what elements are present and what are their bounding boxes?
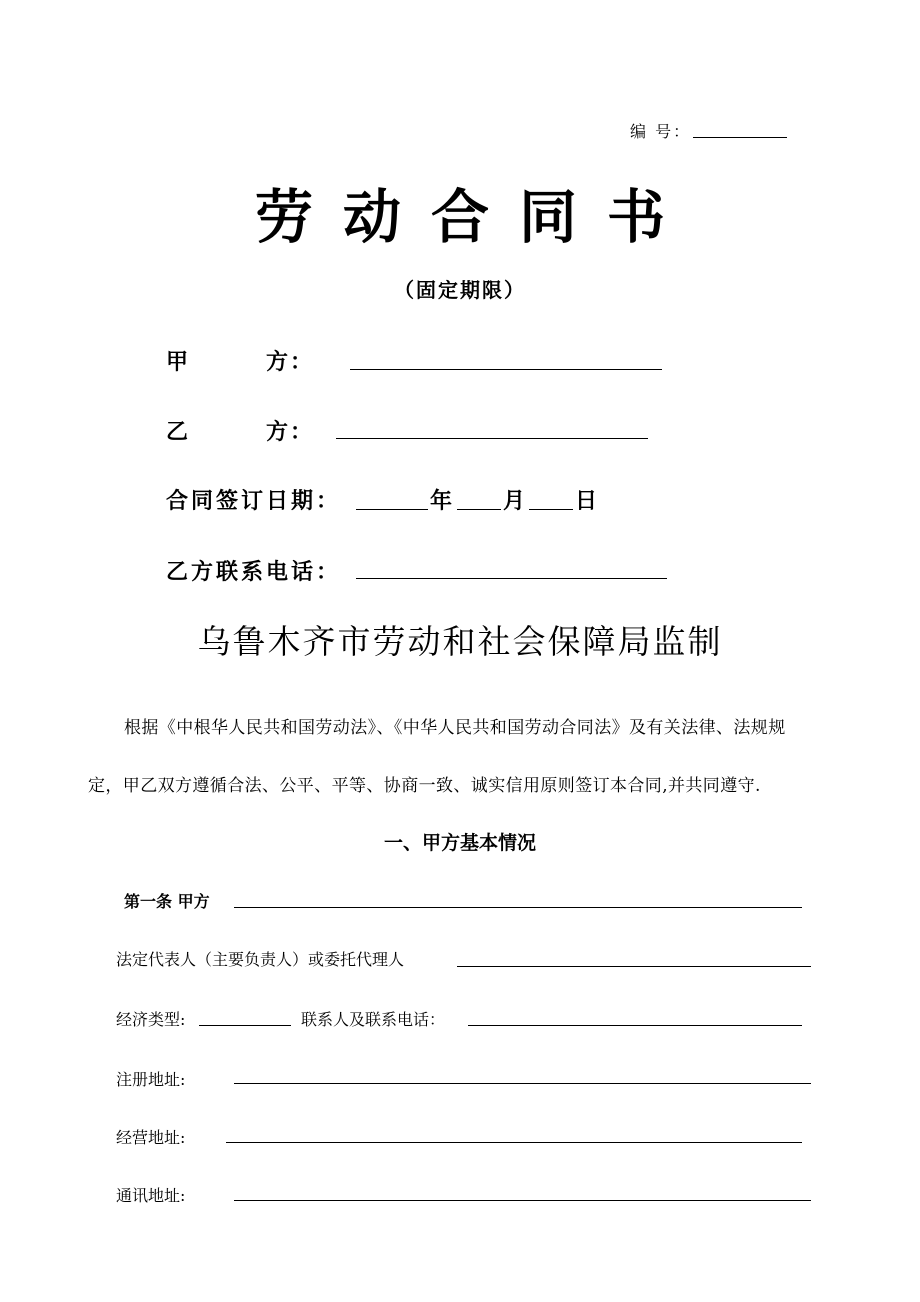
intro-paragraph-line-1: 根据《中根华人民共和国劳动法》、《中华人民共和国劳动合同法》及有关法律、法规规 [124,718,786,738]
registered-address-field[interactable] [234,1083,811,1084]
sign-date-label: 合同签订日期： [166,489,342,514]
year-label: 年 [430,489,453,514]
party-b-field[interactable] [336,438,648,439]
party-b-phone-label: 乙方联系电话： [166,560,342,585]
party-a-label-part2: 方： [266,350,315,375]
day-label: 日 [575,489,598,514]
party-a-name-field[interactable] [234,907,802,908]
document-number-field[interactable] [693,137,787,138]
sign-day-field[interactable] [529,509,573,510]
party-b-label-part2: 方： [266,420,315,445]
legal-representative-field[interactable] [457,966,811,967]
party-a-field[interactable] [350,369,662,370]
sign-year-field[interactable] [356,509,428,510]
legal-representative-label: 法定代表人（主要负责人）或委托代理人 [116,950,405,969]
intro-paragraph-line-2: 定，甲乙双方遵循合法、公平、平等、协商一致、诚实信用原则签订本合同,并共同遵守. [88,776,761,796]
mailing-address-label: 通讯地址: [116,1186,186,1205]
registered-address-label: 注册地址: [116,1070,186,1089]
party-a-label-part1: 甲 [166,350,191,375]
section-1-heading: 一、甲方基本情况 [383,832,536,854]
sign-month-field[interactable] [457,509,501,510]
contact-person-phone-label: 联系人及联系电话： [301,1010,446,1029]
party-b-label-part1: 乙 [166,420,191,445]
document-subtitle: （固定期限） [394,278,526,302]
party-b-phone-field[interactable] [356,578,667,579]
contact-person-phone-field[interactable] [468,1025,802,1026]
month-label: 月 [503,489,526,514]
article-1-party-a-label: 第一条 甲方 [124,892,210,911]
document-title: 劳动合同书 [254,183,695,251]
mailing-address-field[interactable] [234,1200,811,1201]
economic-type-field[interactable] [199,1025,291,1026]
issuer-title: 乌鲁木齐市劳动和社会保障局监制 [197,622,723,661]
business-address-label: 经营地址: [116,1128,186,1147]
economic-type-label: 经济类型: [116,1010,186,1029]
business-address-field[interactable] [226,1142,802,1143]
document-number-label: 编 号： [630,122,692,141]
